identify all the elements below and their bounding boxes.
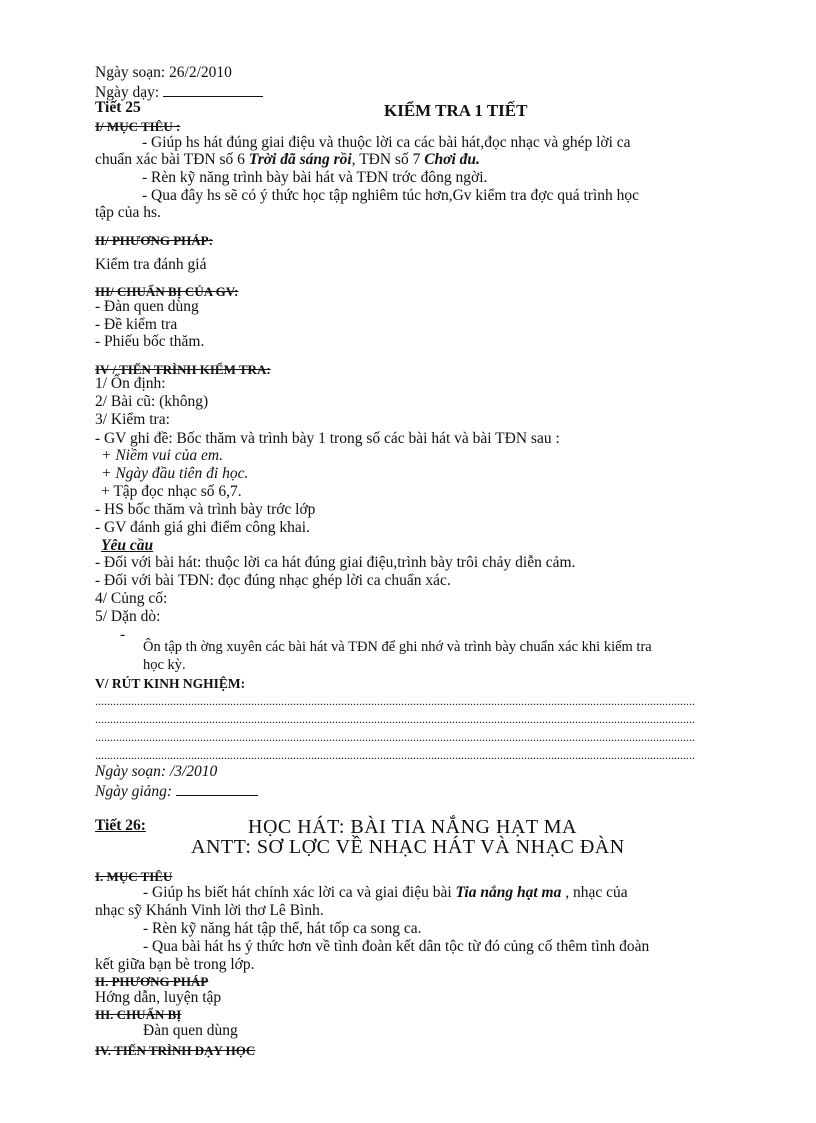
- song-title: Tia nắng hạt ma: [455, 884, 562, 901]
- period-label: Tiết 25: [95, 99, 141, 116]
- objective-line: - Qua bài hát hs ý thức hơn về tình đoàn kết dân tộc từ đó củng cố thêm tình đoàn: [143, 938, 650, 955]
- section-heading-method: II/ PHƯƠNG PHÁP:: [95, 233, 213, 248]
- objective-text: , TĐN số 7: [351, 151, 425, 168]
- date-taught: [95, 781, 258, 801]
- page-title: KIỂM TRA 1 TIẾT: [384, 101, 528, 120]
- date-prepared: Ngày soạn: /3/2010: [95, 763, 218, 780]
- dotted-line: ........................................................................................................................................................................................................: [95, 748, 695, 762]
- date-taught-blank: [163, 82, 263, 97]
- objective-line: [95, 151, 480, 169]
- section-heading-method: II. PHƯƠNG PHÁP: [95, 974, 209, 989]
- process-line: - GV ghi đề: Bốc thăm và trình bày 1 trong số các bài hát và bài TĐN sau :: [95, 430, 560, 447]
- method-line: Kiểm tra đánh giá: [95, 256, 207, 273]
- method-line: Hớng dẫn, luyện tập: [95, 989, 222, 1006]
- objective-line: - Rèn kỹ năng hát tập thể, hát tốp ca song ca.: [143, 920, 422, 937]
- section-heading-objectives: I/ MỤC TIÊU :: [95, 119, 181, 134]
- dotted-line: ........................................................................................................................................................................................................: [95, 730, 695, 744]
- objective-text: - Giúp hs biết hát chính xác lời ca và giai điệu bài: [143, 884, 456, 901]
- section-heading-preparation: III. CHUẨN BỊ: [95, 1007, 182, 1022]
- requirement-line: - Đối với bài TĐN: đọc đúng nhạc ghép lời ca chuẩn xác.: [95, 572, 451, 589]
- period-label: Tiết 26:: [95, 817, 146, 834]
- song-list-item: + Niềm vui của em.: [101, 447, 223, 464]
- objective-line: kết giữa bạn bè trong lớp.: [95, 956, 255, 973]
- preparation-line: - Phiếu bốc thăm.: [95, 333, 205, 350]
- objective-text: , nhạc của: [561, 884, 628, 901]
- objective-line: nhạc sỹ Khánh Vinh lời thơ Lê Bình.: [95, 902, 324, 919]
- objective-line: - Rèn kỹ năng trình bày bài hát và TĐN trớc đông ngời.: [142, 169, 488, 186]
- bullet-marker: -: [120, 626, 126, 643]
- requirement-line: - Đối với bài hát: thuộc lời ca hát đúng giai điệu,trình bày trôi chảy diễn cảm.: [95, 554, 576, 571]
- requirements-heading: Yêu cầu: [101, 537, 154, 554]
- section-heading-process: IV. TIẾN TRÌNH DẠY HỌC: [95, 1043, 256, 1058]
- process-line: 1/ Ổn định:: [95, 375, 166, 392]
- objective-line: tập của hs.: [95, 204, 161, 221]
- date-taught-label: Ngày giảng:: [95, 783, 176, 800]
- song-list-item: + Tập đọc nhạc số 6,7.: [101, 483, 242, 500]
- objective-line: - Giúp hs hát đúng giai điệu và thuộc lời ca các bài hát,đọc nhạc và ghép lời ca: [142, 134, 631, 151]
- objective-text: chuẩn xác bài TĐN số 6: [95, 151, 249, 168]
- process-line: 5/ Dặn dò:: [95, 608, 161, 625]
- section-heading-reflection: V/ RÚT KINH NGHIỆM:: [95, 676, 246, 691]
- section-heading-preparation: III/ CHUẨN BỊ CỦA GV:: [95, 284, 239, 299]
- song-title: Chơi đu.: [424, 151, 480, 168]
- date-prepared: Ngày soạn: 26/2/2010: [95, 64, 232, 81]
- page-title: HỌC HÁT: BÀI TIA NẮNG HẠT MA: [248, 816, 577, 838]
- preparation-line: - Đàn quen dùng: [95, 298, 199, 315]
- process-line: 2/ Bài cũ: (không): [95, 393, 209, 410]
- song-list-item: + Ngày đầu tiên đi học.: [101, 465, 249, 482]
- date-taught-label: Ngày dạy:: [95, 84, 164, 101]
- section-heading-process: IV / TIẾN TRÌNH KIỂM TRA:: [95, 362, 271, 377]
- dotted-line: ........................................................................................................................................................................................................: [95, 712, 695, 726]
- dotted-line: ........................................................................................................................................................................................................: [95, 694, 695, 708]
- objective-line: [143, 884, 628, 902]
- process-line: Ôn tập th ờng xuyên các bài hát và TĐN để ghi nhớ và trình bày chuẩn xác khi kiểm tra: [143, 639, 652, 655]
- process-line: - HS bốc thăm và trình bày trớc lớp: [95, 501, 316, 518]
- date-taught-blank: [176, 781, 258, 796]
- song-title: Trời đã sáng rồi: [248, 151, 352, 168]
- section-heading-objectives: I. MỤC TIÊU: [95, 869, 173, 884]
- process-line: 3/ Kiểm tra:: [95, 411, 170, 428]
- objective-line: - Qua đây hs sẽ có ý thức học tập nghiêm túc hơn,Gv kiểm tra đợc quá trình học: [142, 187, 639, 204]
- page-subtitle: ANTT: SƠ LỢC VỀ NHẠC HÁT VÀ NHẠC ĐÀN: [191, 836, 625, 858]
- process-line: - GV đánh giá ghi điểm công khai.: [95, 519, 310, 536]
- process-line: 4/ Củng cố:: [95, 590, 168, 607]
- process-line: học kỳ.: [143, 657, 186, 673]
- preparation-line: Đàn quen dùng: [143, 1022, 238, 1039]
- preparation-line: - Đề kiểm tra: [95, 316, 178, 333]
